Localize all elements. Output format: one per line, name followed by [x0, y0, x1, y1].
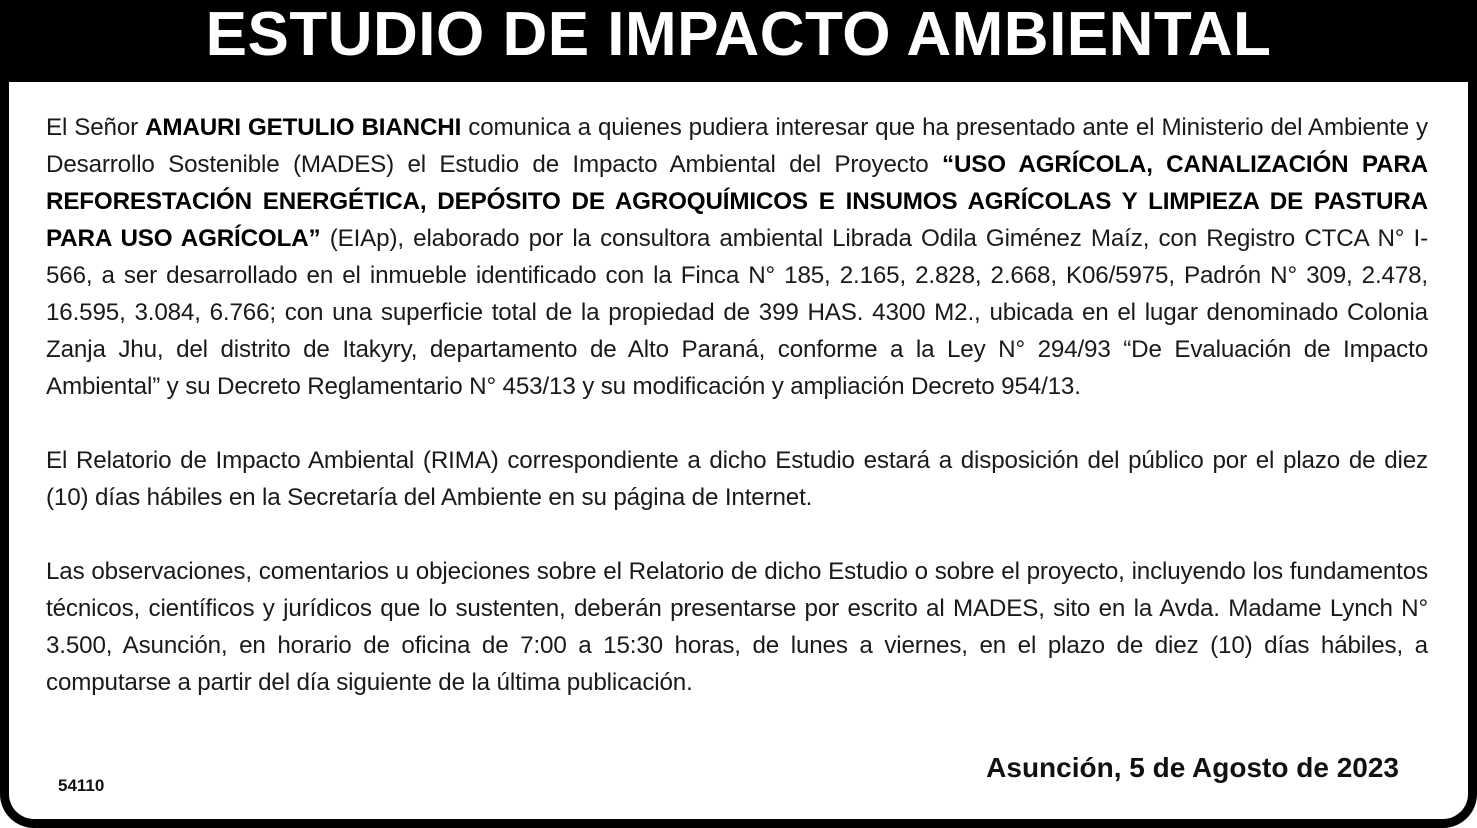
title-bar — [9, 0, 1468, 82]
announcement-text-3: (EIAp), elaborado por la consultora ambiental Librada Odila Giménez Maíz, con Registro CTCA N° I-566, a ser desarrollado en el inmueble identificado con la Finca N° 185, 2.165, 2.828, 2.668, K06/5975, Padrón N° 309, 2.478, 16.595, 3.084, 6.766; con una superficie total de la propiedad de 399 HAS. 4300 M2., ubicada en el lugar denominado Colonia Zanja Jhu, del distrito de Itakyry, departamento de Alto Paraná, conforme a la Ley N° 294/93 “De Evaluación de Impacto Ambiental” y su Decreto Reglamentario N° 453/13 y su modificación y ampliación Decreto 954/13. — [46, 225, 1428, 400]
paragraph-rima: El Relatorio de Impacto Ambiental (RIMA) correspondiente a dicho Estudio estará a disposición del público por el plazo de diez (10) días hábiles en la Secretaría del Ambiente en su página de Internet. — [46, 447, 1428, 511]
applicant-name: AMAURI GETULIO BIANCHI — [145, 114, 462, 141]
ad-code: 54110 — [58, 776, 105, 795]
paragraph-observations: Las observaciones, comentarios u objeciones sobre el Relatorio de dicho Estudio o sobre el proyecto, incluyendo los fundamentos técnicos, científicos y jurídicos que lo sustenten, deberán presentarse por escrito al MADES, sito en la Avda. Madame Lynch N° 3.500, Asunción, en horario de oficina de 7:00 a 15:30 horas, de lunes a viernes, en el plazo de diez (10) días hábiles, a computarse a partir del día siguiente de la última publicación. — [46, 558, 1428, 696]
place-date-signoff: Asunción, 5 de Agosto de 2023 — [986, 752, 1399, 783]
project-name: “USO AGRÍCOLA, CANALIZACIÓN PARA REFORESTACIÓN ENERGÉTICA, DEPÓSITO DE AGROQUÍMICOS E INSUMOS AGRÍCOLAS Y LIMPIEZA DE PASTURA PARA USO AGRÍCOLA” — [46, 151, 1428, 252]
notice-title: ESTUDIO DE IMPACTO AMBIENTAL — [205, 0, 1272, 69]
paragraph-announcement — [46, 109, 1428, 405]
announcement-text-1: El Señor — [46, 114, 146, 141]
announcement-text-2: comunica a quienes pudiera interesar que ha presentado ante el Ministerio del Ambiente y Desarrollo Sostenible (MADES) el Estudio de Impacto Ambiental del Proyecto — [46, 114, 1428, 178]
notice-body — [46, 109, 1428, 738]
